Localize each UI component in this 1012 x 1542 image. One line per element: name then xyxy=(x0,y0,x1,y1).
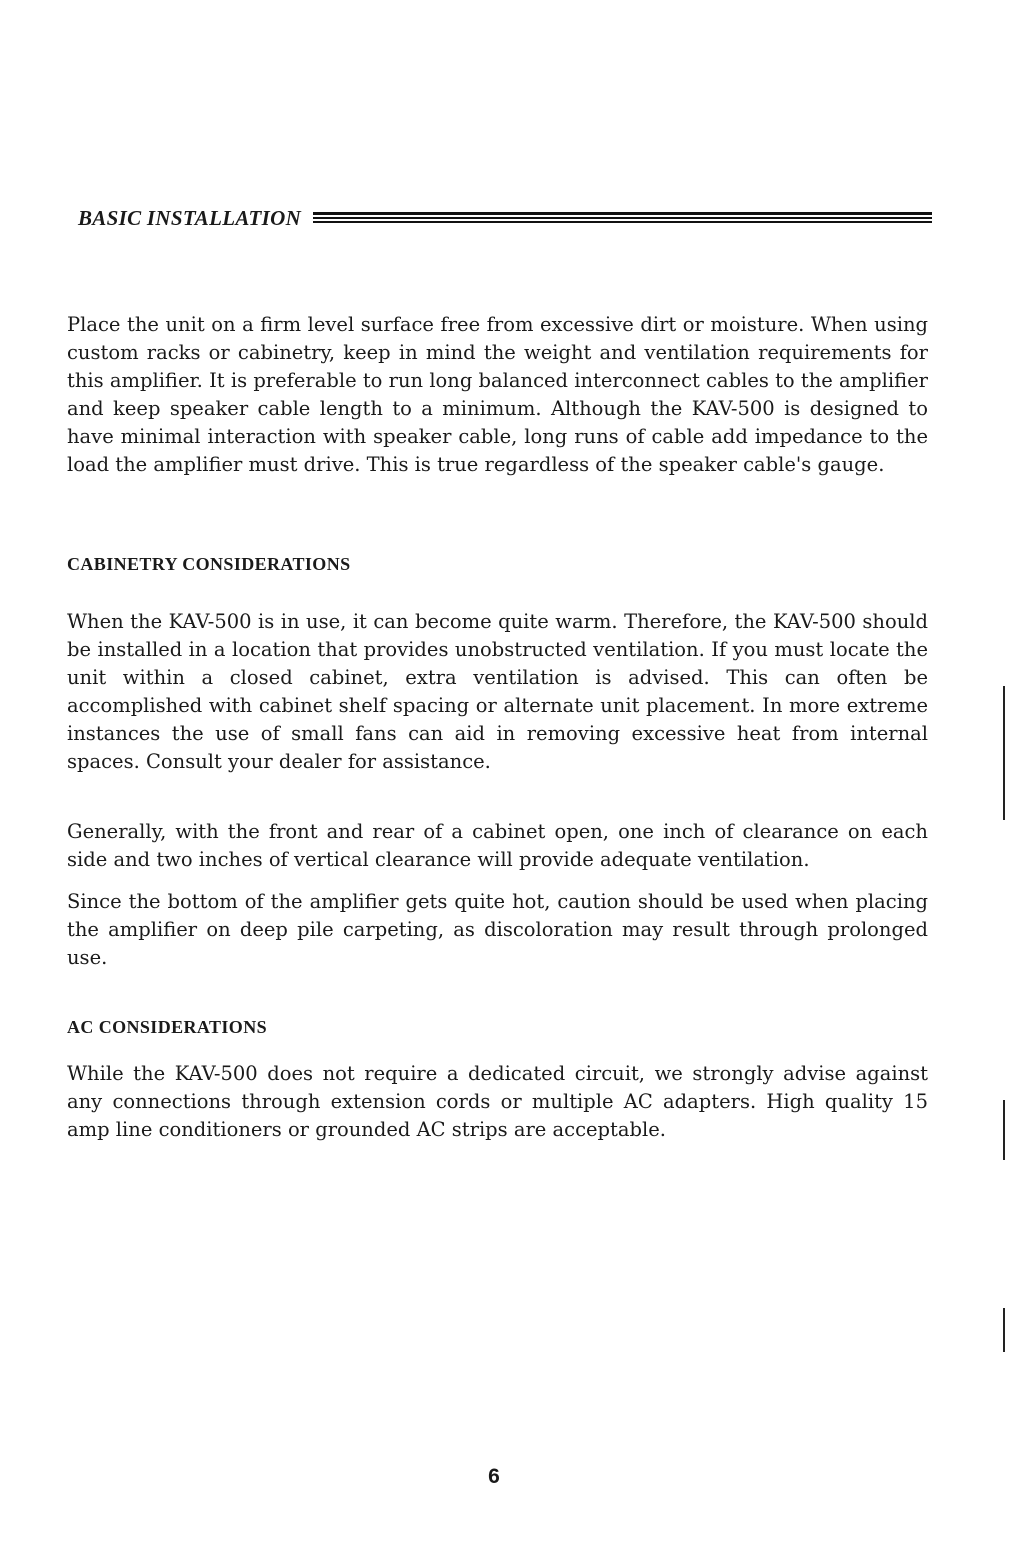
cabinetry-paragraph-3: Since the bottom of the amplifier gets quite hot, caution should be used when placing the amplifier on deep pile carpeting, as discoloration may result through prolonged use. xyxy=(67,890,928,969)
page-number xyxy=(0,1465,1012,1489)
cabinetry-heading: CABINETRY CONSIDERATIONS xyxy=(67,554,351,574)
ac-paragraph: While the KAV-500 does not require a dedicated circuit, we strongly advise against any connections through extension cords or multiple AC adapters. High quality 15 amp line conditioners or grounded AC strips are acceptable. xyxy=(67,1062,928,1141)
section-header xyxy=(78,203,932,233)
cabinetry-paragraph-2: Generally, with the front and rear of a cabinet open, one inch of clearance on each side and two inches of vertical clearance will provide adequate ventilation. xyxy=(67,820,928,871)
margin-mark xyxy=(1003,686,1005,820)
margin-mark xyxy=(1003,1308,1005,1352)
cabinetry-paragraph-1: When the KAV-500 is in use, it can become quite warm. Therefore, the KAV-500 should be installed in a location that provides unobstructed ventilation. If you must locate the unit within a closed cabinet, extra ventilation is advised. This can often be accomplished with cabinet shelf spacing or alternate unit placement. In more extreme instances the use of small fans can aid in removing excessive heat from internal spaces. Consult your dealer for assistance. xyxy=(67,610,928,773)
page-number-text: 6 xyxy=(488,1465,500,1488)
title-rule xyxy=(313,211,932,225)
margin-mark xyxy=(1003,1100,1005,1160)
ac-heading: AC CONSIDERATIONS xyxy=(67,1017,268,1037)
intro-paragraph: Place the unit on a firm level surface free from excessive dirt or moisture. When using custom racks or cabinetry, keep in mind the weight and ventilation requirements for this amplifier. It is preferable to run long balanced interconnect cables to the amplifier and keep speaker cable length to a minimum. Although the KAV-500 is designed to have minimal interaction with speaker cable, long runs of cable add impedance to the load the amplifier must drive. This is true regardless of the speaker cable's gauge. xyxy=(67,313,928,476)
section-title: BASIC INSTALLATION xyxy=(78,205,302,230)
